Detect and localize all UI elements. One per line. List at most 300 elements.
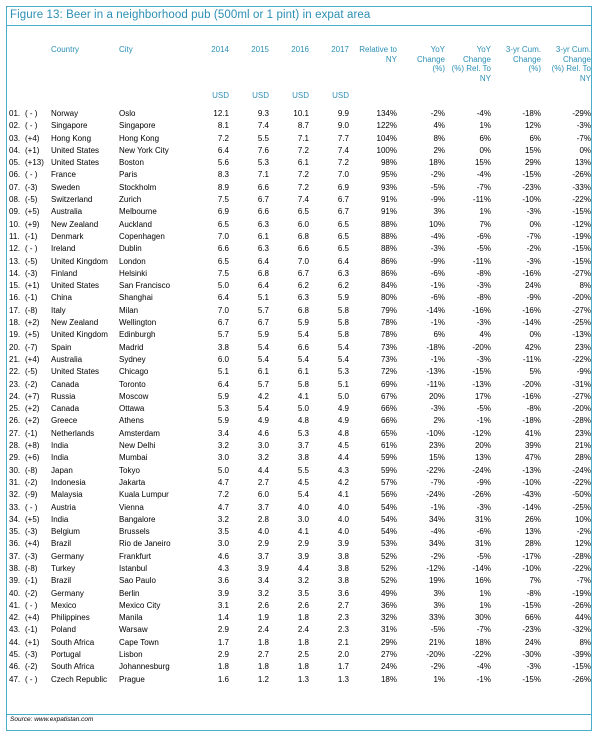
table-row xyxy=(9,465,591,477)
cell-price-2014: 5.3 xyxy=(217,404,229,414)
cell-price-2016: 6.3 xyxy=(297,293,309,303)
cell-country: United States xyxy=(51,145,100,155)
cell-country: Czech Republic xyxy=(51,674,108,684)
cell-yoy-rel-ny: -3% xyxy=(476,354,491,364)
cell-city: Wellington xyxy=(119,318,157,328)
table-body xyxy=(9,108,591,686)
cell-price-2017: 4.9 xyxy=(337,416,349,426)
cell-cum-rel-ny: 23% xyxy=(574,428,591,438)
cell-cum-rel-ny: -26% xyxy=(572,170,591,180)
cell-yoy-change: 21% xyxy=(428,637,445,647)
cell-rank-change: (+6) xyxy=(25,453,40,463)
cell-rank-change: (+4) xyxy=(25,539,40,549)
cell-price-2015: 3.0 xyxy=(257,441,269,451)
header-yoy-rel: YoY Change (%) Rel. To NY xyxy=(451,45,491,83)
cell-relative-to-ny: 84% xyxy=(380,281,397,291)
cell-cum-change: 42% xyxy=(524,342,541,352)
cell-price-2014: 2.9 xyxy=(217,650,229,660)
cell-rank-change: (+4) xyxy=(25,133,40,143)
cell-price-2017: 1.7 xyxy=(337,662,349,672)
table-row xyxy=(9,637,591,649)
cell-city: Madrid xyxy=(119,342,144,352)
cell-country: Malaysia xyxy=(51,490,83,500)
cell-country: Belgium xyxy=(51,527,80,537)
cell-rank-change: (+1) xyxy=(25,145,40,155)
cell-price-2017: 3.9 xyxy=(337,539,349,549)
cell-rank: 05. xyxy=(9,158,21,168)
cell-city: Athens xyxy=(119,416,144,426)
cell-yoy-change: -4% xyxy=(430,527,445,537)
cell-rank-change: (-1) xyxy=(25,428,38,438)
cell-rank: 35. xyxy=(9,527,21,537)
cell-cum-rel-ny: -24% xyxy=(572,465,591,475)
table-row xyxy=(9,575,591,587)
cell-country: Indonesia xyxy=(51,477,86,487)
cell-cum-change: -30% xyxy=(522,650,541,660)
cell-price-2014: 6.0 xyxy=(217,354,229,364)
beer-price-table xyxy=(9,45,591,686)
cell-price-2015: 5.4 xyxy=(257,404,269,414)
cell-rank-change: (-8) xyxy=(25,305,38,315)
cell-country: Denmark xyxy=(51,231,84,241)
header-cum-change: 3-yr Cum. Change (%) xyxy=(505,45,541,73)
cell-price-2016: 2.6 xyxy=(297,600,309,610)
cell-price-2016: 1.8 xyxy=(297,637,309,647)
cell-relative-to-ny: 53% xyxy=(380,539,397,549)
cell-yoy-rel-ny: -12% xyxy=(472,428,491,438)
table-row xyxy=(9,256,591,268)
cell-rank-change: (+7) xyxy=(25,391,40,401)
cell-price-2015: 6.6 xyxy=(257,207,269,217)
cell-yoy-rel-ny: -11% xyxy=(472,256,491,266)
cell-cum-rel-ny: 8% xyxy=(579,281,591,291)
cell-price-2014: 4.3 xyxy=(217,563,229,573)
cell-price-2015: 4.6 xyxy=(257,428,269,438)
cell-price-2015: 5.9 xyxy=(257,330,269,340)
cell-cum-change: -15% xyxy=(522,674,541,684)
cell-relative-to-ny: 67% xyxy=(380,391,397,401)
cell-cum-change: -16% xyxy=(522,391,541,401)
cell-rank: 23. xyxy=(9,379,21,389)
cell-rank: 13. xyxy=(9,256,21,266)
cell-rank: 33. xyxy=(9,502,21,512)
cell-cum-rel-ny: -13% xyxy=(572,330,591,340)
cell-cum-change: 47% xyxy=(524,453,541,463)
cell-rank: 17. xyxy=(9,305,21,315)
cell-cum-rel-ny: 12% xyxy=(574,539,591,549)
cell-cum-rel-ny: -26% xyxy=(572,674,591,684)
table-row xyxy=(9,563,591,575)
cell-yoy-change: 2% xyxy=(433,145,445,155)
cell-cum-rel-ny: -2% xyxy=(576,527,591,537)
cell-price-2016: 10.1 xyxy=(293,109,309,118)
cell-rank-change: (-2) xyxy=(25,379,38,389)
cell-price-2017: 7.7 xyxy=(337,133,349,143)
cell-price-2017: 2.3 xyxy=(337,613,349,623)
unit-2015: USD xyxy=(252,91,269,100)
cell-price-2016: 6.8 xyxy=(297,305,309,315)
cell-price-2017: 6.4 xyxy=(337,256,349,266)
cell-cum-change: 6% xyxy=(529,133,541,143)
cell-relative-to-ny: 69% xyxy=(380,379,397,389)
cell-price-2016: 3.8 xyxy=(297,453,309,463)
cell-relative-to-ny: 79% xyxy=(380,305,397,315)
cell-price-2014: 5.9 xyxy=(217,416,229,426)
cell-yoy-change: -13% xyxy=(426,367,445,377)
cell-rank-change: (+5) xyxy=(25,514,40,524)
cell-cum-rel-ny: -3% xyxy=(576,121,591,131)
cell-yoy-change: -14% xyxy=(426,305,445,315)
cell-yoy-change: 4% xyxy=(433,121,445,131)
cell-price-2016: 1.8 xyxy=(297,662,309,672)
cell-cum-rel-ny: -22% xyxy=(572,563,591,573)
cell-yoy-change: 2% xyxy=(433,416,445,426)
cell-cum-rel-ny: -32% xyxy=(572,625,591,635)
cell-price-2017: 2.3 xyxy=(337,625,349,635)
cell-price-2015: 3.7 xyxy=(257,551,269,561)
cell-price-2015: 6.1 xyxy=(257,367,269,377)
cell-price-2015: 3.2 xyxy=(257,588,269,598)
cell-price-2016: 4.5 xyxy=(297,477,309,487)
cell-cum-change: 15% xyxy=(524,145,541,155)
cell-yoy-change: -12% xyxy=(426,563,445,573)
cell-rank: 19. xyxy=(9,330,21,340)
cell-country: Australia xyxy=(51,354,83,364)
table-row xyxy=(9,317,591,329)
cell-relative-to-ny: 88% xyxy=(380,219,397,229)
cell-price-2016: 5.9 xyxy=(297,318,309,328)
cell-yoy-rel-ny: 20% xyxy=(474,441,491,451)
table-row xyxy=(9,514,591,526)
cell-country: Hong Kong xyxy=(51,133,92,143)
cell-price-2017: 5.3 xyxy=(337,367,349,377)
table-row xyxy=(9,157,591,169)
cell-cum-rel-ny: -7% xyxy=(576,133,591,143)
cell-country: France xyxy=(51,170,76,180)
cell-yoy-rel-ny: 17% xyxy=(474,391,491,401)
cell-yoy-rel-ny: -1% xyxy=(476,416,491,426)
cell-price-2016: 4.1 xyxy=(297,527,309,537)
cell-price-2017: 5.8 xyxy=(337,318,349,328)
cell-yoy-rel-ny: -11% xyxy=(472,195,491,205)
cell-city: Milan xyxy=(119,305,139,315)
cell-yoy-rel-ny: -5% xyxy=(476,404,491,414)
cell-cum-rel-ny: -19% xyxy=(572,588,591,598)
cell-cum-rel-ny: -25% xyxy=(572,318,591,328)
cell-yoy-change: 23% xyxy=(428,441,445,451)
cell-rank-change: (+4) xyxy=(25,354,40,364)
cell-country: Spain xyxy=(51,342,72,352)
cell-price-2017: 5.4 xyxy=(337,354,349,364)
cell-cum-rel-ny: 44% xyxy=(574,613,591,623)
cell-price-2015: 5.4 xyxy=(257,342,269,352)
cell-price-2017: 4.0 xyxy=(337,514,349,524)
cell-price-2015: 1.9 xyxy=(257,613,269,623)
cell-relative-to-ny: 78% xyxy=(380,318,397,328)
cell-yoy-rel-ny: -5% xyxy=(476,551,491,561)
header-row xyxy=(9,45,591,83)
cell-price-2017: 4.1 xyxy=(337,490,349,500)
cell-yoy-rel-ny: 18% xyxy=(474,637,491,647)
cell-price-2016: 3.2 xyxy=(297,576,309,586)
cell-cum-change: 24% xyxy=(524,637,541,647)
cell-country: Turkey xyxy=(51,563,76,573)
cell-price-2014: 4.7 xyxy=(217,502,229,512)
cell-yoy-rel-ny: -4% xyxy=(476,170,491,180)
cell-country: Germany xyxy=(51,588,84,598)
cell-yoy-change: -2% xyxy=(430,551,445,561)
cell-price-2016: 5.3 xyxy=(297,428,309,438)
cell-cum-rel-ny: -26% xyxy=(572,600,591,610)
cell-city: Johannesburg xyxy=(119,662,170,672)
cell-city: Manila xyxy=(119,613,143,623)
table-row xyxy=(9,612,591,624)
cell-city: Shanghai xyxy=(119,293,153,303)
cell-price-2015: 6.7 xyxy=(257,318,269,328)
cell-rank: 32. xyxy=(9,490,21,500)
cell-yoy-rel-ny: 7% xyxy=(479,219,491,229)
cell-price-2016: 4.4 xyxy=(297,563,309,573)
cell-price-2016: 6.6 xyxy=(297,342,309,352)
cell-relative-to-ny: 54% xyxy=(380,514,397,524)
cell-cum-change: -13% xyxy=(522,465,541,475)
cell-price-2015: 7.4 xyxy=(257,121,269,131)
cell-relative-to-ny: 88% xyxy=(380,231,397,241)
cell-price-2017: 4.4 xyxy=(337,453,349,463)
cell-yoy-change: -10% xyxy=(426,428,445,438)
table-row xyxy=(9,538,591,550)
cell-cum-change: 26% xyxy=(524,514,541,524)
table-row xyxy=(9,428,591,440)
cell-price-2014: 1.4 xyxy=(217,613,229,623)
cell-cum-change: -11% xyxy=(522,354,541,364)
table-row xyxy=(9,133,591,145)
table-row xyxy=(9,661,591,673)
cell-price-2016: 2.9 xyxy=(297,539,309,549)
cell-city: Mumbai xyxy=(119,453,148,463)
cell-country: Austria xyxy=(51,502,76,512)
cell-price-2017: 4.9 xyxy=(337,404,349,414)
cell-yoy-rel-ny: -20% xyxy=(472,342,491,352)
cell-yoy-rel-ny: 1% xyxy=(479,588,491,598)
cell-cum-rel-ny: -15% xyxy=(572,244,591,254)
cell-country: Norway xyxy=(51,109,79,118)
cell-price-2016: 6.2 xyxy=(297,281,309,291)
cell-yoy-rel-ny: -3% xyxy=(476,502,491,512)
cell-yoy-rel-ny: -8% xyxy=(476,268,491,278)
cell-city: Berlin xyxy=(119,588,140,598)
cell-city: Melbourne xyxy=(119,207,157,217)
cell-rank: 04. xyxy=(9,145,21,155)
cell-yoy-rel-ny: 1% xyxy=(479,121,491,131)
cell-cum-change: 0% xyxy=(529,330,541,340)
cell-relative-to-ny: 66% xyxy=(380,404,397,414)
cell-price-2014: 4.7 xyxy=(217,477,229,487)
unit-2017: USD xyxy=(332,91,349,100)
cell-price-2014: 3.5 xyxy=(217,527,229,537)
cell-country: Sweden xyxy=(51,182,80,192)
cell-rank: 44. xyxy=(9,637,21,647)
cell-yoy-rel-ny: -5% xyxy=(476,244,491,254)
cell-country: South Africa xyxy=(51,637,95,647)
cell-price-2014: 3.8 xyxy=(217,342,229,352)
cell-city: New York City xyxy=(119,145,169,155)
cell-price-2014: 3.0 xyxy=(217,539,229,549)
cell-rank-change: (+1) xyxy=(25,637,40,647)
cell-yoy-change: -22% xyxy=(426,465,445,475)
cell-yoy-rel-ny: -6% xyxy=(476,527,491,537)
cell-country: Canada xyxy=(51,379,80,389)
cell-rank: 14. xyxy=(9,268,21,278)
cell-relative-to-ny: 27% xyxy=(380,650,397,660)
cell-rank: 12. xyxy=(9,244,21,254)
cell-price-2015: 2.8 xyxy=(257,514,269,524)
cell-rank: 15. xyxy=(9,281,21,291)
cell-cum-change: -3% xyxy=(526,207,541,217)
table-row xyxy=(9,403,591,415)
cell-country: United Kingdom xyxy=(51,256,108,266)
cell-city: Dublin xyxy=(119,244,142,254)
cell-rank: 28. xyxy=(9,441,21,451)
cell-cum-rel-ny: -28% xyxy=(572,551,591,561)
cell-cum-change: -8% xyxy=(526,588,541,598)
cell-city: New Delhi xyxy=(119,441,156,451)
cell-cum-change: -15% xyxy=(522,600,541,610)
cell-price-2016: 6.1 xyxy=(297,367,309,377)
cell-rank-change: ( - ) xyxy=(25,109,38,118)
cell-cum-change: 41% xyxy=(524,428,541,438)
cell-rank-change: (+9) xyxy=(25,219,40,229)
cell-yoy-rel-ny: 6% xyxy=(479,133,491,143)
cell-price-2014: 8.1 xyxy=(217,121,229,131)
cell-rank: 25. xyxy=(9,404,21,414)
cell-cum-change: -14% xyxy=(522,502,541,512)
cell-relative-to-ny: 52% xyxy=(380,576,397,586)
cell-price-2017: 5.8 xyxy=(337,305,349,315)
cell-price-2016: 5.8 xyxy=(297,379,309,389)
cell-price-2016: 2.4 xyxy=(297,625,309,635)
cell-rank: 03. xyxy=(9,133,21,143)
cell-rank: 40. xyxy=(9,588,21,598)
cell-price-2017: 4.0 xyxy=(337,502,349,512)
cell-price-2015: 5.1 xyxy=(257,293,269,303)
cell-city: Stockholm xyxy=(119,182,157,192)
cell-yoy-rel-ny: -1% xyxy=(476,674,491,684)
cell-yoy-change: 34% xyxy=(428,514,445,524)
cell-price-2015: 6.3 xyxy=(257,219,269,229)
cell-relative-to-ny: 52% xyxy=(380,563,397,573)
cell-cum-rel-ny: -15% xyxy=(572,256,591,266)
cell-price-2017: 3.8 xyxy=(337,551,349,561)
cell-rank-change: (-3) xyxy=(25,551,38,561)
cell-price-2017: 7.0 xyxy=(337,170,349,180)
cell-country: Portugal xyxy=(51,650,81,660)
cell-country: Italy xyxy=(51,305,66,315)
cell-rank: 31. xyxy=(9,477,21,487)
cell-price-2016: 6.6 xyxy=(297,244,309,254)
cell-city: Kuala Lumpur xyxy=(119,490,169,500)
table-row xyxy=(9,489,591,501)
cell-rank: 06. xyxy=(9,170,21,180)
table-row xyxy=(9,329,591,341)
cell-relative-to-ny: 54% xyxy=(380,502,397,512)
table-row xyxy=(9,526,591,538)
table-row xyxy=(9,145,591,157)
cell-relative-to-ny: 91% xyxy=(380,195,397,205)
cell-rank: 07. xyxy=(9,182,21,192)
cell-yoy-change: -2% xyxy=(430,109,445,118)
cell-price-2014: 6.5 xyxy=(217,219,229,229)
cell-price-2016: 1.3 xyxy=(297,674,309,684)
cell-yoy-change: -20% xyxy=(426,650,445,660)
cell-yoy-rel-ny: -14% xyxy=(472,563,491,573)
cell-price-2015: 4.2 xyxy=(257,391,269,401)
cell-cum-change: -20% xyxy=(522,379,541,389)
table-row xyxy=(9,243,591,255)
cell-rank: 02. xyxy=(9,121,21,131)
table-row xyxy=(9,415,591,427)
cell-price-2017: 7.4 xyxy=(337,145,349,155)
cell-city: Brussels xyxy=(119,527,150,537)
cell-relative-to-ny: 98% xyxy=(380,158,397,168)
table-row xyxy=(9,588,591,600)
cell-yoy-change: 3% xyxy=(433,207,445,217)
cell-cum-rel-ny: 8% xyxy=(579,637,591,647)
cell-relative-to-ny: 65% xyxy=(380,428,397,438)
unit-2014: USD xyxy=(212,91,229,100)
table-row xyxy=(9,182,591,194)
cell-cum-change: -8% xyxy=(526,404,541,414)
cell-rank: 34. xyxy=(9,514,21,524)
cell-cum-change: -18% xyxy=(522,109,541,118)
cell-rank-change: ( - ) xyxy=(25,244,38,254)
cell-price-2016: 7.2 xyxy=(297,170,309,180)
cell-price-2015: 6.8 xyxy=(257,268,269,278)
cell-country: China xyxy=(51,293,72,303)
header-2014: 2014 xyxy=(211,45,229,54)
cell-cum-change: 5% xyxy=(529,367,541,377)
cell-country: New Zealand xyxy=(51,318,99,328)
cell-price-2014: 7.5 xyxy=(217,195,229,205)
cell-cum-rel-ny: -19% xyxy=(572,231,591,241)
cell-price-2015: 2.7 xyxy=(257,477,269,487)
cell-yoy-rel-ny: 1% xyxy=(479,600,491,610)
cell-price-2017: 6.7 xyxy=(337,207,349,217)
cell-relative-to-ny: 80% xyxy=(380,293,397,303)
cell-country: United Kingdom xyxy=(51,330,108,340)
cell-cum-change: 39% xyxy=(524,441,541,451)
cell-yoy-change: -9% xyxy=(430,195,445,205)
table-row xyxy=(9,206,591,218)
cell-price-2015: 6.6 xyxy=(257,182,269,192)
cell-yoy-rel-ny: -4% xyxy=(476,109,491,118)
cell-country: Philippines xyxy=(51,613,90,623)
cell-city: Amsterdam xyxy=(119,428,160,438)
cell-city: Sydney xyxy=(119,354,146,364)
cell-rank: 20. xyxy=(9,342,21,352)
cell-yoy-rel-ny: -7% xyxy=(476,625,491,635)
cell-yoy-change: 8% xyxy=(433,133,445,143)
cell-price-2015: 2.7 xyxy=(257,650,269,660)
cell-cum-rel-ny: -22% xyxy=(572,477,591,487)
cell-price-2016: 5.4 xyxy=(297,330,309,340)
cell-price-2016: 6.1 xyxy=(297,158,309,168)
cell-city: Sao Paulo xyxy=(119,576,156,586)
cell-relative-to-ny: 134% xyxy=(376,109,397,118)
unit-2016: USD xyxy=(292,91,309,100)
cell-cum-change: -3% xyxy=(526,662,541,672)
cell-price-2017: 4.0 xyxy=(337,527,349,537)
